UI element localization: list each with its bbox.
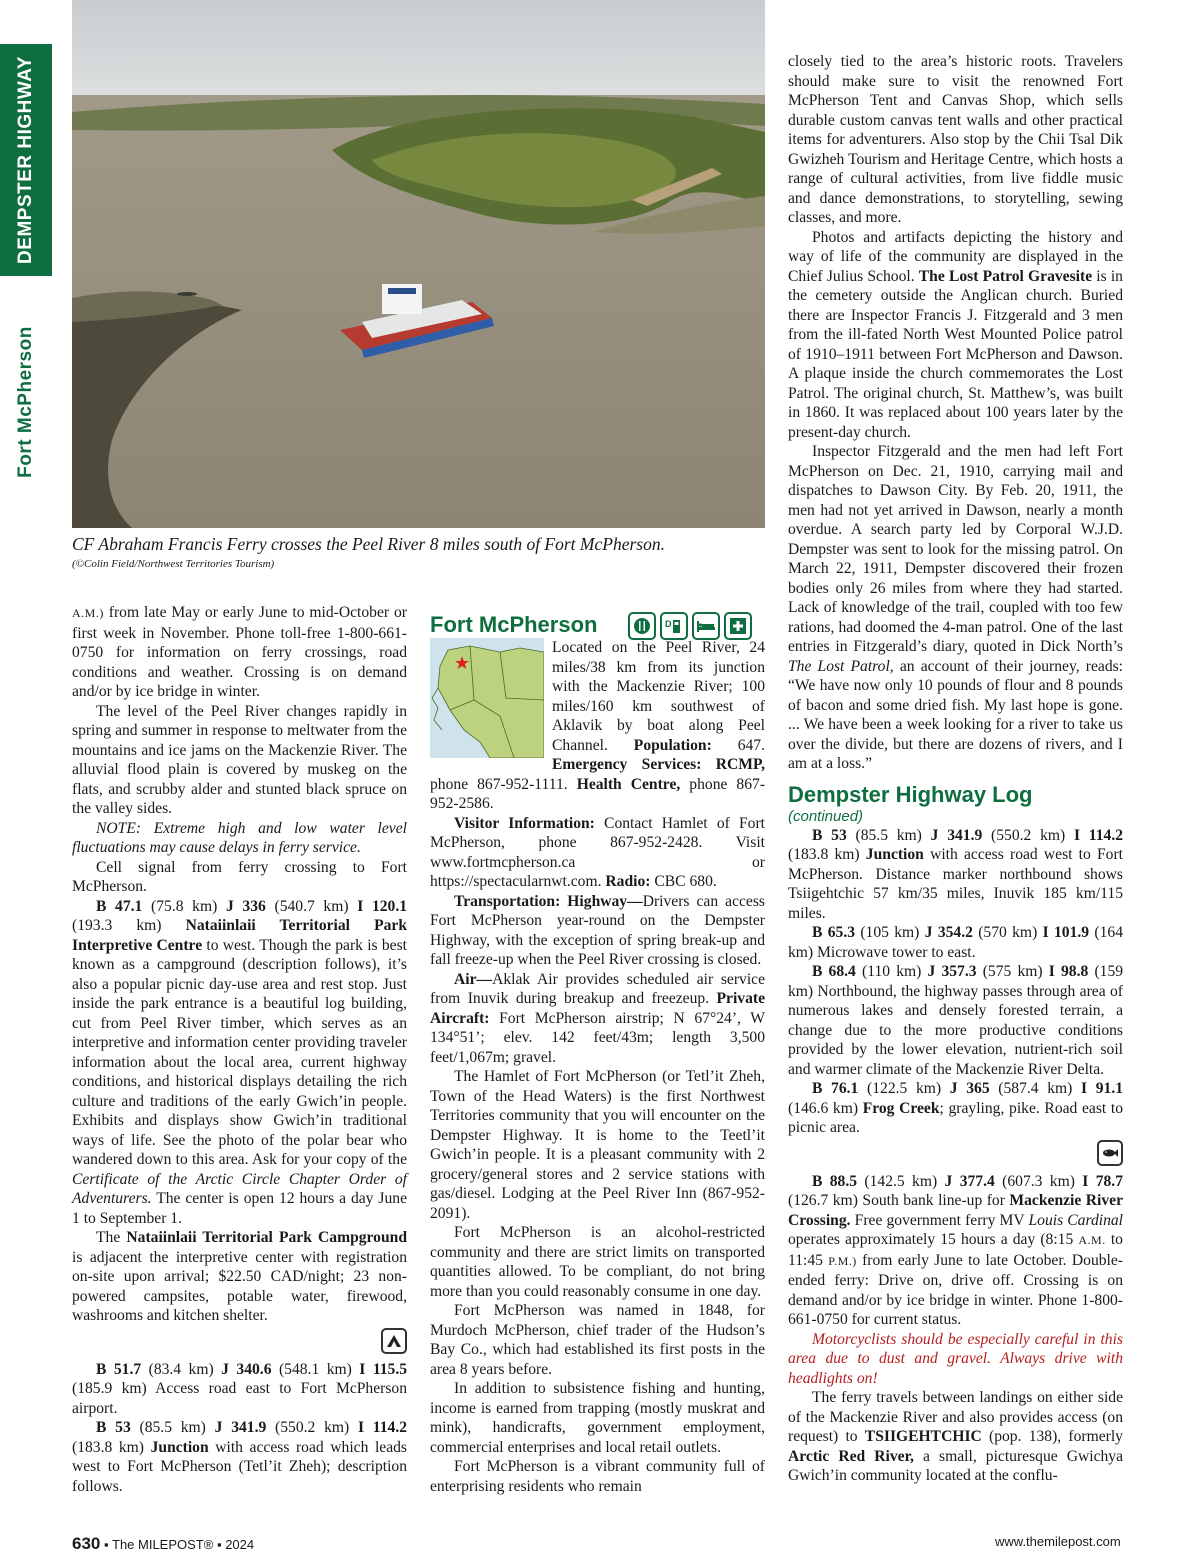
section-subtitle: (continued) <box>788 807 864 825</box>
location-paragraph: Located on the Peel River, 24 miles/38 km from its junction with the Mackenzie River; 100 miles/160 km southwest of Aklavik by boat along Peel Channel. Population: 647. Emergency Services: RCMP, phone 867-952-1111. Health Centre, phone 867-952-2586. <box>430 639 766 812</box>
side-tab-highway: DEMPSTER HIGHWAY <box>15 56 36 264</box>
footer-separator: ▪ <box>104 1537 109 1552</box>
column-2 <box>430 612 765 1496</box>
photo-caption <box>72 534 772 572</box>
page-number: 630 <box>72 1534 101 1553</box>
lost-patrol-paragraph: Photos and artifacts depicting the history and way of life of the community are displayed in the Chief Julius School. The Lost Patrol Gravesite is in the cemetery outside the Anglican church. Buried there are Inspector Francis J. Fitzgerald and 3 men from the ill-fated North West Mounted Police patrol of 1910–1911 between Fort McPherson and Dawson. A plaque inside the church commemorates the Lost Patrol. The original church, St. Matthew’s, was built in 1860. It was replaced about 100 years later by the present-day church. <box>788 228 1123 441</box>
photo-credit: (©Colin Field/Northwest Territories Tourism) <box>72 558 275 570</box>
campground-icon <box>381 1328 407 1354</box>
motorcycle-warning: Motorcyclists should be especially careful in this area due to dust and gravel. Always drive with headlights on! <box>788 1330 1123 1387</box>
publication-year: 2024 <box>225 1537 255 1552</box>
caption-text: CF Abraham Francis Ferry crosses the Peel River 8 miles south of Fort McPherson. <box>72 534 665 554</box>
log-entry-53-north: B 53 (85.5 km) J 341.9 (550.2 km) I 114.2 (183.8 km) Junction with access road west to Fort McPherson. Distance marker northbound shows Tsiigehtchic 57 km/35 miles, Inuvik 185 km/115 miles. <box>788 826 1124 922</box>
note-paragraph: NOTE: Extreme high and low water level fluctuations may cause delays in ferry service. <box>72 819 407 856</box>
visitor-info-paragraph: Visitor Information: Contact Hamlet of Fort McPherson, phone 867-952-2428. Visit www.fortmcpherson.ca or https://spectacularnwt.com. Radio: CBC 680. <box>430 814 765 890</box>
alcohol-paragraph: Fort McPherson is an alcohol-restricted community and there are strict limits on transported quantities allowed. To be compliant, do not bring more than you could reasonably consume in one day. <box>430 1224 765 1300</box>
cell-signal-paragraph: Cell signal from ferry crossing to Fort McPherson. <box>72 858 407 895</box>
hamlet-paragraph: The Hamlet of Fort McPherson (or Tetl’it Zheh, Town of the Head Waters) is the first Northwest Territories community that you will encounter on the Dempster Highway. It is home to the Teetl’it Gwich’in people. It is a pleasant community with 2 grocery/general stores and 2 service stations with gas/diesel. Lodging at the Peel River Inn (867-952-2091). <box>430 1068 765 1222</box>
log-entry-47-1: B 47.1 (75.8 km) J 336 (540.7 km) I 120.1 (193.3 km) Nataiinlaii Territorial Park Interpretive Centre to west. Though the park is best known as a campground (description follows), it’s also a popular picnic day-use area and rest stop. Just inside the park entrance is a beautiful log building, cut from Peel River timber, which serves as an interpretive and information center providing traveler information about the local area, current highway conditions, and historical displays detailing the rich culture and traditions of the early Gwich’in people. Exhibits and displays show Gwich’in traditional ways of life. See the photo of the polar bear who wandered down to this area. Ask for your copy of the Certificate of the Arctic Circle Chapter Order of Adventurers. The center is open 12 hours a day June 1 to September 1. <box>72 897 408 1227</box>
ferry-travel-paragraph: The ferry travels between landings on either side of the Mackenzie River and also provides access (on request) to TSIIGEHTCHIC (pop. 138), formerly Arctic Red River, a small, picturesque Gwichya Gwich’in community located at the conflu- <box>788 1389 1124 1484</box>
ferry-info-paragraph: A.M.) from late May or early June to mid-October or first week in November. Phone toll-free 1-800-661-0750 for information on ferry crossings, road conditions and weather. Crossing is on demand and/or by ice bridge in winter. <box>72 604 407 700</box>
economy-paragraph: In addition to subsistence fishing and hunting, income is earned from trapping (mostly muskrat and mink), handicrafts, government employment, commercial enterprises and local retail outlets. <box>430 1380 765 1456</box>
svg-text:D: D <box>665 619 672 629</box>
section-title-fort-mcpherson: Fort McPherson <box>430 612 598 637</box>
campground-paragraph: The Nataiinlaii Territorial Park Campground is adjacent the interpretive center with registration on-site upon arrival; $22.50 CAD/night; 23 non-powered campsites, potable water, firewood, washrooms and kitchen shelter. <box>72 1229 407 1324</box>
column-3 <box>788 52 1123 1486</box>
peel-river-paragraph: The level of the Peel River changes rapidly in spring and summer in response to meltwater from the mountains and ice jams on the Mackenzie River. The alluvial flood plain is covered by muskeg on the flats, and scrubby alder and stunted black spruce on the valley sides. <box>72 702 407 817</box>
log-entry-53: B 53 (85.5 km) J 341.9 (550.2 km) I 114.2 (183.8 km) Junction with access road which leads west to Fort McPherson (Tetl’it Zheh); description follows. <box>72 1419 408 1495</box>
log-entry-88-5: B 88.5 (142.5 km) J 377.4 (607.3 km) I 78.7 (126.7 km) South bank line-up for Mackenzie River Crossing. Free government ferry MV Louis Cardinal operates approximately 15 hours a day (8:15 A.M. to 11:45 P.M.) from early June to late October. Double-ended ferry: Drive on, drive off. Crossing is on demand and/or by ice bridge in winter. Phone 1-800-661-0750 for current status. <box>788 1172 1124 1328</box>
history-paragraph: Fort McPherson was named in 1848, for Murdoch McPherson, chief trader of the Hudson’s Bay Co., which had established its first posts in the area 8 years before. <box>430 1302 765 1378</box>
page-footer <box>72 1534 254 1554</box>
ferry-photo <box>72 0 765 528</box>
column-1 <box>72 603 407 1496</box>
fishing-icon <box>1097 1140 1123 1166</box>
log-entry-76-1: B 76.1 (122.5 km) J 365 (587.4 km) I 91.1 (146.6 km) Frog Creek; grayling, pike. Road east to picnic area. <box>788 1080 1124 1136</box>
air-paragraph: Air—Aklak Air provides scheduled air service from Inuvik during breakup and freezeup. Private Aircraft: Fort McPherson airstrip; N 67°24’, W 134°51’; elev. 142 feet/43m; length 3,500 feet/1,067m; gravel. <box>430 970 766 1066</box>
locator-map <box>430 638 544 758</box>
log-entry-51-7: B 51.7 (83.4 km) J 340.6 (548.1 km) I 115.5 (185.9 km) Access road east to Fort McPherson airport. <box>72 1360 408 1417</box>
transportation-paragraph: Transportation: Highway—Drivers can access Fort McPherson year-round on the Dempster Highway, with the exception of spring break-up and fall freeze-up when the Peel River crossing is closed. <box>430 892 765 968</box>
continued-paragraph: closely tied to the area’s historic roots. Travelers should make sure to visit the renowned Fort McPherson Tent and Canvas Shop, which sells durable custom canvas tent walls and other practical items for adventurers. Also stop by the Chii Tsal Dik Gwizheh Tourism and Heritage Centre, which hosts a range of cultural activities, from live fiddle music and dance demonstrations, to storytelling, sewing classes, and more. <box>788 53 1123 226</box>
footer-separator-2: ▪ <box>216 1537 222 1552</box>
side-tab <box>0 44 52 478</box>
side-tab-place: Fort McPherson <box>15 326 36 478</box>
section-title-highway-log: Dempster Highway Log <box>788 781 1033 807</box>
community-paragraph: Fort McPherson is a vibrant community full of enterprising residents who remain <box>430 1458 765 1495</box>
log-entry-68-4: B 68.4 (110 km) J 357.3 (575 km) I 98.8 (159 km) Northbound, the highway passes through area of numerous lakes and densely forested terrain, a change due to the more productive conditions provided by the lower elevation, nutrient-rich soil and warmer climate of the Mackenzie River Delta. <box>788 963 1124 1078</box>
publication-name: The MILEPOST® <box>112 1537 214 1552</box>
footer-url[interactable]: www.themilepost.com <box>995 1534 1121 1549</box>
fitzgerald-paragraph: Inspector Fitzgerald and the men had left Fort McPherson on Dec. 21, 1910, carrying mail and dispatches to Dawson City. By Feb. 20, 1911, the men had not yet arrived in Dawson, nearly a month overdue. A search party led by Corporal W.J.D. Dempster was sent to look for the missing patrol. On March 22, 1911, Dempster discovered their frozen bodies only 26 miles from where they had started. Lack of knowledge of the trail, coupled with too few rations, had doomed the 4-man patrol. One of the last entries in Fitzgerald’s diary, quoted in Dick North’s The Lost Patrol, an account of their journey, reads: “We have now only 10 pounds of flour and 8 pounds of bacon and some dried fish. My last hope is gone. ... We have been a week looking for a river to take us over the divide, but there are dozens of rivers, and I am at a loss.” <box>788 443 1124 772</box>
log-entry-65-3: B 65.3 (105 km) J 354.2 (570 km) I 101.9 (164 km) Microwave tower to east. <box>788 924 1123 961</box>
